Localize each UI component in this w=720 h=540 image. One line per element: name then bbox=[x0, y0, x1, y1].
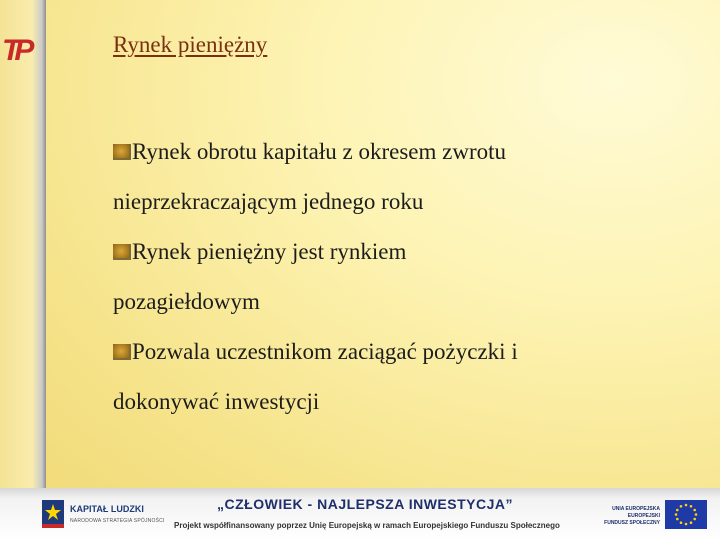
slide-title: Rynek pieniężny bbox=[113, 32, 268, 57]
bullet-item bbox=[113, 127, 673, 177]
bullet-item bbox=[113, 327, 673, 377]
eu-flag-icon bbox=[665, 500, 707, 529]
bullet-icon bbox=[113, 244, 131, 260]
bullet-text: Rynek pieniężny jest rynkiem bbox=[132, 239, 407, 264]
bullet-icon bbox=[113, 344, 131, 360]
footer-banner bbox=[0, 488, 720, 540]
kapital-ludzki-name: KAPITAŁ LUDZKI bbox=[70, 504, 144, 514]
bullet-continuation: dokonywać inwestycji bbox=[113, 389, 320, 414]
bullet-icon bbox=[113, 144, 131, 160]
bullet-item bbox=[113, 227, 673, 277]
ue-label bbox=[598, 506, 660, 527]
footer-slogan: „CZŁOWIEK - NAJLEPSZA INWESTYCJA” bbox=[217, 496, 513, 512]
bullet-text: Pozwala uczestnikom zaciągać pożyczki i bbox=[132, 339, 518, 364]
footer-project-text: Projekt współfinansowany poprzez Unię Europejską w ramach Europejskiego Funduszu Społecznego bbox=[174, 521, 560, 530]
ue-label-line: FUNDUSZ SPOŁECZNY bbox=[604, 520, 660, 526]
bullet-continuation: nieprzekraczającym jednego roku bbox=[113, 189, 424, 214]
bullet-continuation: pozagiełdowym bbox=[113, 289, 260, 314]
tp-logo: TP bbox=[2, 34, 29, 67]
kapital-ludzki-subtitle: NARODOWA STRATEGIA SPÓJNOŚCI bbox=[70, 518, 165, 524]
ue-label-line: UNIA EUROPEJSKA bbox=[612, 506, 660, 512]
ue-label-line: EUROPEJSKI bbox=[627, 513, 660, 519]
slide-content bbox=[113, 127, 673, 427]
left-decorative-bar bbox=[0, 0, 46, 488]
left-bar-shadow bbox=[42, 0, 46, 488]
bullet-text: Rynek obrotu kapitału z okresem zwrotu bbox=[132, 139, 507, 164]
